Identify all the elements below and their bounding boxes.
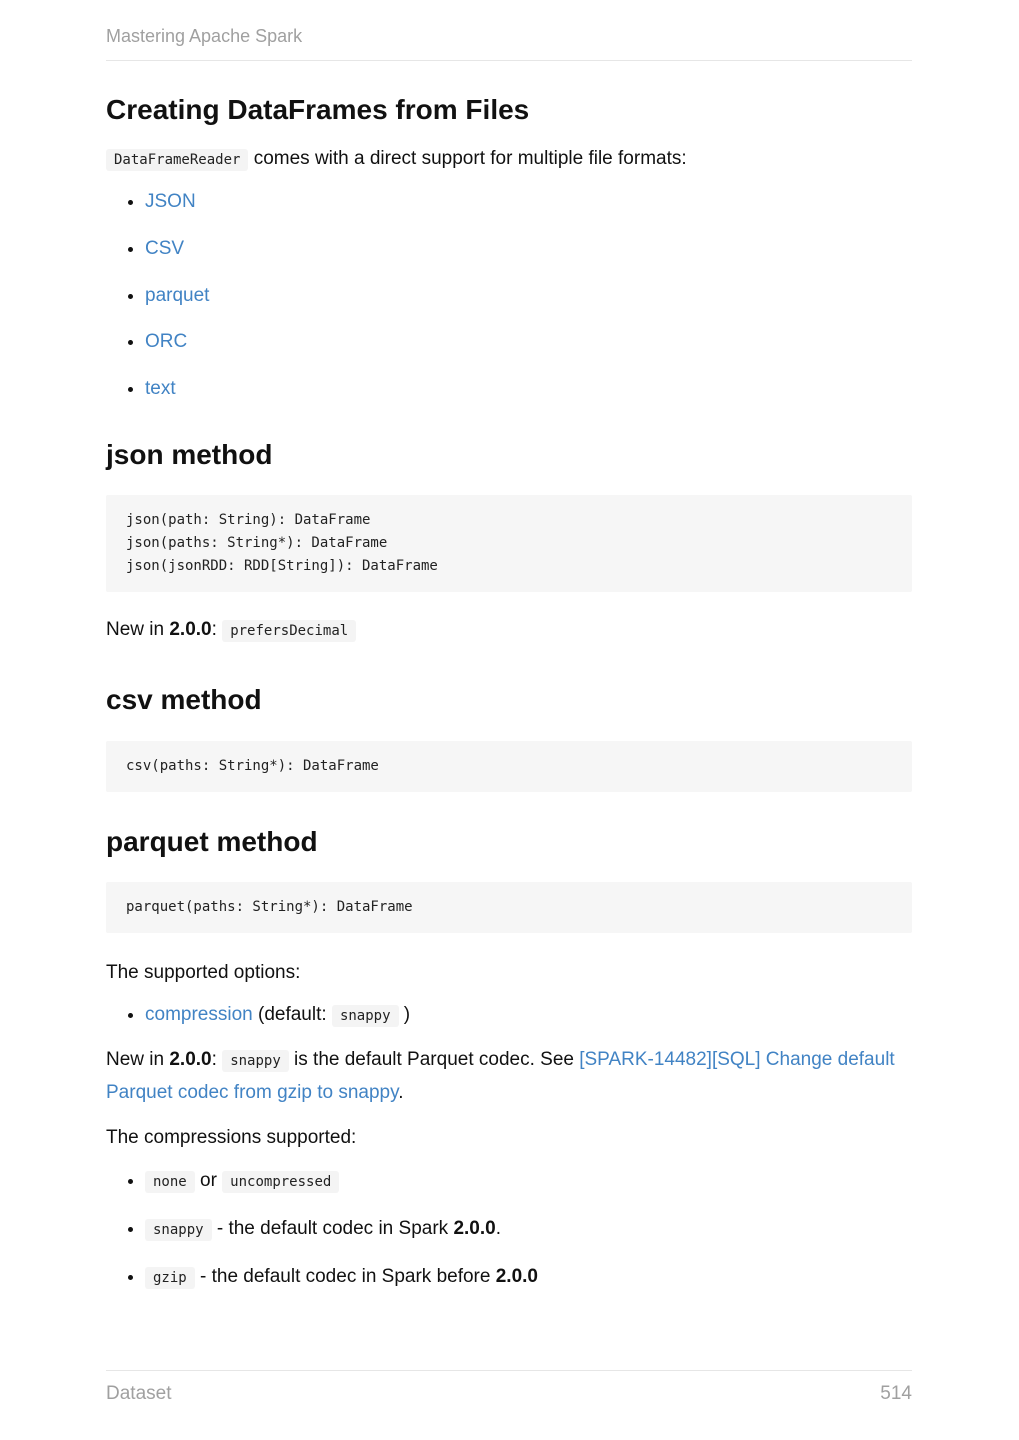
page-content [106,88,912,1290]
new-text: is the default Parquet codec. See [288,1049,580,1070]
link-json[interactable]: JSON [145,191,196,212]
compressions-intro: The compressions supported: [106,1127,357,1148]
intro-paragraph [106,143,912,176]
list-item [145,377,912,401]
section-heading-csv: csv method [106,684,262,715]
compressions-list [106,1169,912,1290]
code-gzip: gzip [145,1267,195,1289]
description-text: - the default codec in Spark before [194,1266,496,1287]
list-item [145,1003,912,1028]
new-in-label: New in [106,619,170,640]
description-text: - the default codec in Spark [211,1218,454,1239]
code-prefersdecimal: prefersDecimal [222,620,356,642]
section-heading-parquet: parquet method [106,826,318,857]
file-format-list [106,190,912,401]
options-list [106,1003,912,1028]
code-line: json(paths: String*): DataFrame [126,535,388,551]
version-label: 2.0.0 [169,1049,212,1070]
page-number: 514 [880,1383,912,1404]
list-item [145,1217,912,1242]
default-prefix: (default: [252,1004,332,1025]
suffix: . [495,1218,501,1239]
list-item [145,284,912,308]
list-item [145,1169,912,1194]
link-text[interactable]: text [145,378,176,399]
list-item [145,190,912,214]
version-label: 2.0.0 [495,1266,538,1287]
list-item [145,330,912,354]
section-heading-creating-dataframes: Creating DataFrames from Files [106,94,530,125]
code-uncompressed: uncompressed [222,1171,339,1193]
code-snappy: snappy [145,1219,212,1241]
new-in-label: New in [106,1049,170,1070]
header-divider [106,60,912,61]
code-dataframereader: DataFrameReader [106,149,248,171]
code-line: json(jsonRDD: RDD[String]): DataFrame [126,558,438,574]
code-line: csv(paths: String*): DataFrame [126,758,379,774]
code-none: none [145,1171,195,1193]
version-label: 2.0.0 [453,1218,496,1239]
colon: : [211,619,223,640]
intro-text: comes with a direct support for multiple file formats: [248,148,687,169]
code-snappy: snappy [222,1050,289,1072]
supported-options-intro: The supported options: [106,962,301,983]
json-new-in-paragraph [106,614,912,647]
default-suffix: ) [398,1004,411,1025]
list-item [145,237,912,261]
running-footer [106,1382,912,1406]
list-item [145,1265,912,1290]
period: . [398,1082,404,1103]
code-line: parquet(paths: String*): DataFrame [126,899,413,915]
link-spark-14482[interactable]: [SPARK-14482][SQL] Change default Parquet codec from gzip to snappy [106,1049,895,1103]
code-line: json(path: String): DataFrame [126,512,371,528]
code-block-csv [106,741,912,792]
code-block-parquet [106,882,912,933]
link-csv[interactable]: CSV [145,238,185,259]
parquet-new-in-paragraph [106,1044,912,1108]
footer-section-label: Dataset [106,1383,172,1404]
footer-divider [106,1370,912,1371]
code-snappy: snappy [332,1005,399,1027]
link-orc[interactable]: ORC [145,331,188,352]
or-text: or [194,1170,223,1191]
link-compression[interactable]: compression [145,1004,253,1025]
colon: : [211,1049,223,1070]
code-block-json [106,495,912,592]
version-label: 2.0.0 [169,619,212,640]
section-heading-json: json method [106,439,273,470]
running-header: Mastering Apache Spark [106,26,303,46]
link-parquet[interactable]: parquet [145,285,210,306]
